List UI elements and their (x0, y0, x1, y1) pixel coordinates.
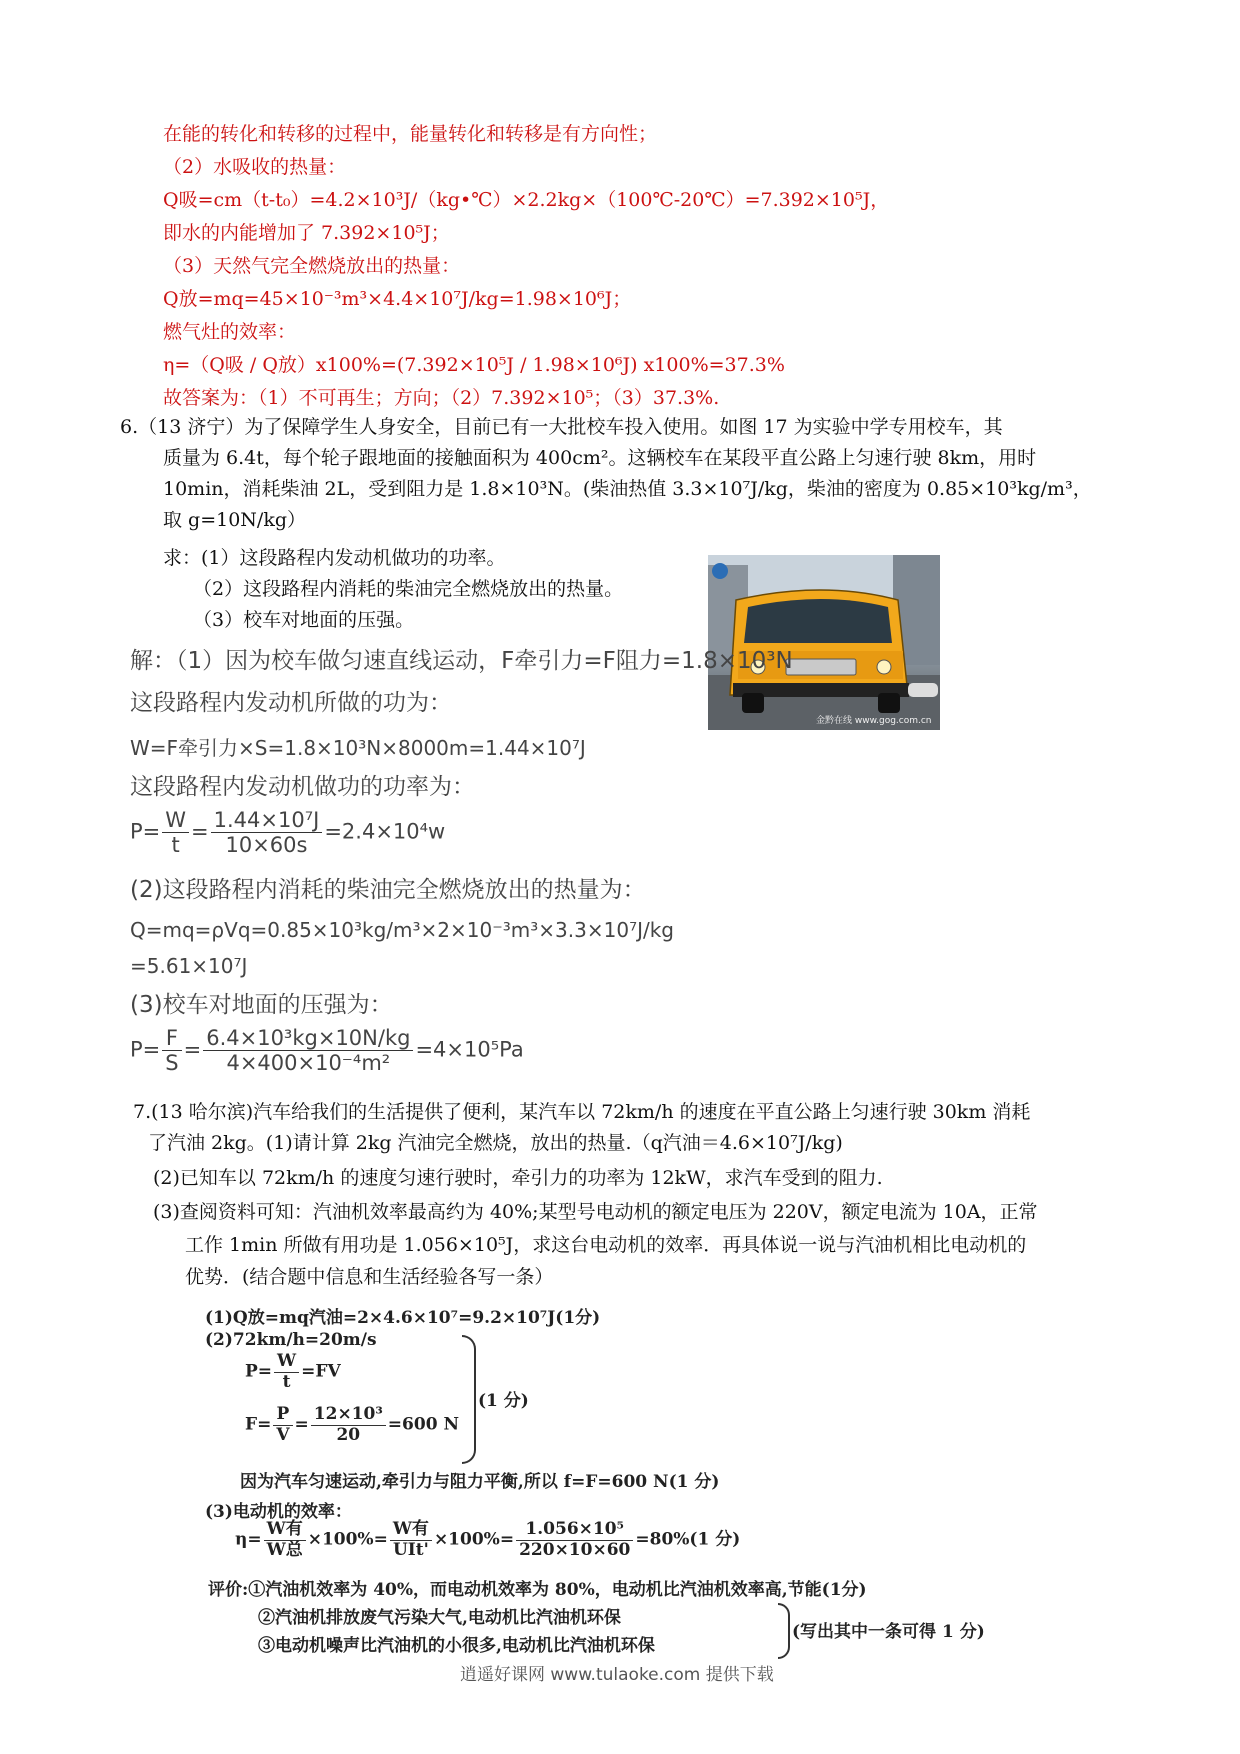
q7-eval-3: ③电动机噪声比汽油机的小很多,电动机比汽油机环保 (258, 1636, 655, 1656)
q7-force-left: F= (245, 1414, 272, 1435)
q7-power-right: =FV (301, 1361, 341, 1382)
q7-power-left: P= (245, 1361, 273, 1382)
q7-line-4: (3)查阅资料可知：汽油机效率最高约为 40%;某型号电动机的额定电压为 220V，额定电流为 10A，正常 (153, 1201, 1038, 1223)
frac-denominator: t (171, 833, 180, 858)
q7-eff-frac-1 (264, 1520, 306, 1560)
frac-denominator: V (276, 1424, 290, 1445)
frac-denominator: 220×10×60 (519, 1539, 631, 1560)
frac-numerator: 12×10³ (311, 1405, 386, 1426)
q5-line-4: 即水的内能增加了 7.392×10⁵J； (163, 222, 450, 244)
school-bus-photo (708, 555, 940, 730)
q7-ans-6: (3)电动机的效率： (205, 1502, 352, 1522)
q7-eff-frac-3 (516, 1520, 633, 1560)
q6-sol-7: Q=mq=ρVq=0.85×10³kg/m³×2×10⁻³m³×3.3×10⁷J/kg (130, 918, 675, 942)
q6-line-1: 6.（13 济宁）为了保障学生人身安全，目前已有一大批校车投入使用。如图 17 为实验中学专用校车，其 (120, 416, 1003, 438)
footer-source: 逍遥好课网 www.tulaoke.com 提供下载 (460, 1665, 774, 1685)
q7-eff-frac-2 (390, 1520, 432, 1560)
q7-force-right: =600 N (387, 1414, 459, 1435)
q6-pressure-frac-2 (203, 1026, 413, 1075)
q7-line-2: 了汽油 2kg。(1)请计算 2kg 汽油完全燃烧，放出的热量.（q汽油＝4.6×10⁷J/kg) (148, 1132, 843, 1154)
q7-eff-left: η= (235, 1529, 262, 1550)
frac-numerator: W (162, 808, 189, 833)
q6-line-3: 10min，消耗柴油 2L，受到阻力是 1.8×10³N。(柴油热值 3.3×10⁷J/kg，柴油的密度为 0.85×10³kg/m³， (163, 478, 1092, 500)
q6-power-left: P= (130, 819, 161, 844)
frac-denominator: 4×400×10⁻⁴m² (226, 1051, 391, 1076)
q5-line-7: 燃气灶的效率： (163, 321, 297, 343)
q7-line-1: 7.(13 哈尔滨)汽车给我们的生活提供了便利，某汽车以 72km/h 的速度在平直公路上匀速行驶 30km 消耗 (133, 1101, 1031, 1123)
q6-power-formula: P= $\frac{W}{t}$ = $\frac{\text{1.44×10⁷J}}{10\times 60s}$ =2.4×10⁴w (130, 808, 446, 858)
q7-score-1: (1 分) (478, 1391, 529, 1411)
frac-numerator: 1.44×10⁷J (211, 808, 323, 833)
q7-line-3: (2)已知车以 72km/h 的速度匀速行驶时，牵引力的功率为 12kW，求汽车受到的阻力. (153, 1167, 883, 1189)
frac-numerator: P (273, 1405, 292, 1426)
q6-sol-6: (2)这段路程内消耗的柴油完全燃烧放出的热量为： (130, 877, 646, 903)
q7-eval-1: 评价:①汽油机效率为 40%，而电动机效率为 80%，电动机比汽油机效率高,节能(1分) (208, 1580, 867, 1600)
q5-line-8: η=（Q吸 / Q放）x100%=(7.392×10⁵J / 1.98×10⁶J) x100%=37.3% (163, 354, 785, 376)
q6-sol-8: =5.61×10⁷J (130, 954, 248, 978)
q7-eff-result: =80%(1 分) (635, 1529, 741, 1550)
q6-pressure-result: =4×10⁵Pa (415, 1037, 524, 1062)
q5-line-5: （3）天然气完全燃烧放出的热量： (163, 255, 461, 277)
q7-ans-1: (1)Q放=mq汽油=2×4.6×10⁷=9.2×10⁷J(1分) (205, 1308, 601, 1328)
frac-denominator: W总 (266, 1539, 303, 1560)
q7-eff-mid-1: ×100%= (307, 1529, 388, 1550)
q6-pressure-formula: P= $\frac{F}{S}$ = $\frac{\text{6.4×10³kg×10N/kg}}{\text{4×400×10⁻⁴m²}}$ =4×10⁵Pa (130, 1026, 524, 1076)
q6-sol-1: 解：（1）因为校车做匀速直线运动，F牵引力=F阻力=1.8×10³N (130, 648, 793, 674)
q7-power-formula (245, 1352, 341, 1392)
q7-force-formula: F= $\frac{P}{V}$ = $\frac{\text{12×10³}}{20}$ =600 N (245, 1404, 459, 1445)
q6-power-frac-1 (162, 808, 189, 857)
frac-denominator: 10×60s (225, 833, 308, 858)
frac-numerator: 1.056×10⁵ (516, 1520, 633, 1541)
right-brace-2 (778, 1603, 790, 1659)
q6-sol-4: 这段路程内发动机做功的功率为： (130, 774, 475, 800)
photo-watermark: 金黔在线 www.gog.com.cn (816, 716, 932, 726)
frac-denominator: 20 (336, 1424, 361, 1445)
q7-eff-mid-2: ×100%= (433, 1529, 515, 1550)
q7-eval-2: ②汽油机排放废气污染大气,电动机比汽油机环保 (258, 1608, 621, 1628)
frac-numerator: W有 (264, 1520, 306, 1541)
q6-pressure-left: P= (130, 1037, 161, 1062)
q6-ask-3: （3）校车对地面的压强。 (193, 609, 415, 631)
q7-efficiency-formula (235, 1520, 740, 1560)
q5-answer-line: 故答案为：（1）不可再生；方向；（2）7.392×10⁵；（3）37.3%. (163, 387, 720, 409)
q6-ask-2: （2）这段路程内消耗的柴油完全燃烧放出的热量。 (193, 578, 624, 600)
q7-ans-2: (2)72km/h=20m/s (205, 1330, 377, 1350)
q6-sol-3: W=F牵引力×S=1.8×10³N×8000m=1.44×10⁷J (130, 736, 586, 760)
q5-line-1: 在能的转化和转移的过程中，能量转化和转移是有方向性； (163, 123, 658, 145)
frac-numerator: W (274, 1352, 299, 1373)
frac-denominator: t (282, 1371, 291, 1392)
frac-numerator: F (162, 1026, 181, 1051)
q6-line-4: 取 g=10N/kg） (163, 509, 307, 531)
q6-power-result: =2.4×10⁴w (324, 819, 446, 844)
q6-pressure-frac-1 (162, 1026, 181, 1075)
q7-line-5: 工作 1min 所做有用功是 1.056×10⁵J，求这台电动机的效率．再具体说一说与汽油机相比电动机的 (185, 1234, 1027, 1256)
q5-line-2: （2）水吸收的热量： (163, 156, 347, 178)
q7-power-frac (274, 1352, 299, 1392)
q7-eval-note: (写出其中一条可得 1 分) (792, 1622, 985, 1642)
q7-force-frac-2 (311, 1405, 386, 1445)
q7-ans-5: 因为汽车匀速运动,牵引力与阻力平衡,所以 f=F=600 N(1 分) (240, 1472, 720, 1492)
frac-numerator: 6.4×10³kg×10N/kg (203, 1026, 413, 1051)
frac-denominator: UIt' (392, 1539, 429, 1560)
q6-power-frac-2 (211, 808, 323, 857)
q6-sol-9: (3)校车对地面的压强为： (130, 992, 393, 1018)
q7-line-6: 优势．(结合题中信息和生活经验各写一条） (185, 1266, 554, 1288)
q6-ask-1: 求：(1）这段路程内发动机做功的功率。 (163, 547, 506, 569)
q6-sol-2: 这段路程内发动机所做的功为： (130, 690, 452, 716)
school-bus-illustration (708, 555, 940, 730)
right-brace (462, 1335, 476, 1464)
frac-denominator: S (165, 1051, 179, 1076)
q5-line-3: Q吸=cm（t-t₀）=4.2×10³J/（kg•℃）×2.2kg×（100℃-20℃）=7.392×10⁵J， (163, 189, 890, 211)
frac-numerator: W有 (390, 1520, 432, 1541)
q5-line-6: Q放=mq=45×10⁻³m³×4.4×10⁷J/kg=1.98×10⁶J； (163, 288, 632, 310)
q7-force-frac-1 (273, 1405, 292, 1445)
q6-line-2: 质量为 6.4t，每个轮子跟地面的接触面积为 400cm²。这辆校车在某段平直公路上匀速行驶 8km，用时 (163, 447, 1037, 469)
